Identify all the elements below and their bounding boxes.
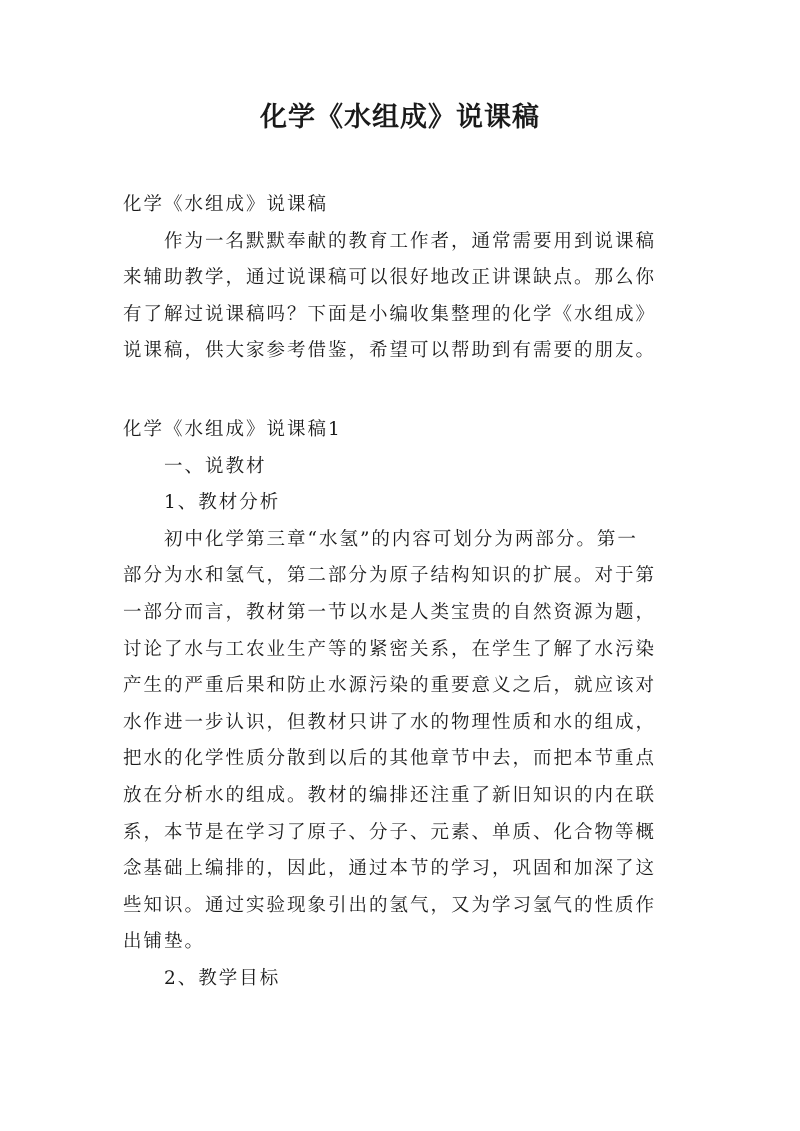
body-line: 放在分析水的组成。教材的编排还注重了新旧知识的内在联: [123, 784, 657, 806]
body-line: 些知识。通过实验现象引出的氢气，又为学习氢气的性质作: [123, 894, 657, 916]
document-body: [123, 187, 689, 997]
body-line: 一部分而言，教材第一节以水是人类宝贵的自然资源为题，: [123, 601, 657, 623]
body-line: 部分为水和氢气，第二部分为原子结构知识的扩展。对于第: [123, 565, 657, 587]
body-line: 讨论了水与工农业生产等的紧密关系，在学生了解了水污染: [123, 638, 657, 660]
intro-line: 说课稿，供大家参考借鉴，希望可以帮助到有需要的朋友。: [123, 340, 657, 362]
part-heading: 一、说教材: [164, 455, 267, 477]
intro-line: 有了解过说课稿吗？下面是小编收集整理的化学《水组成》: [123, 303, 657, 325]
body-line: 初中化学第三章“水氢”的内容可划分为两部分。第一: [164, 528, 638, 550]
intro-line: 来辅助教学，通过说课稿可以很好地改正讲课缺点。那么你: [123, 267, 657, 289]
intro-line: 作为一名默默奉献的教育工作者，通常需要用到说课稿: [164, 230, 657, 252]
paragraph-gap: [123, 370, 689, 412]
section-heading: 化学《水组成》说课稿1: [123, 418, 342, 440]
body-line: 产生的严重后果和防止水源污染的重要意义之后，就应该对: [123, 675, 657, 697]
item-heading: 1、教材分析: [164, 492, 281, 514]
document-title: 化学《水组成》说课稿: [260, 102, 540, 133]
body-line: 系，本节是在学习了原子、分子、元素、单质、化合物等概: [123, 821, 657, 843]
body-line: 水作进一步认识，但教材只讲了水的物理性质和水的组成，: [123, 711, 657, 733]
body-line: 念基础上编排的，因此，通过本节的学习，巩固和加深了这: [123, 858, 657, 880]
document-subtitle: 化学《水组成》说课稿: [123, 194, 329, 215]
body-line: 把水的化学性质分散到以后的其他章节中去，而把本节重点: [123, 748, 657, 770]
body-line: 出铺垫。: [123, 931, 206, 953]
item-heading: 2、教学目标: [164, 967, 281, 989]
